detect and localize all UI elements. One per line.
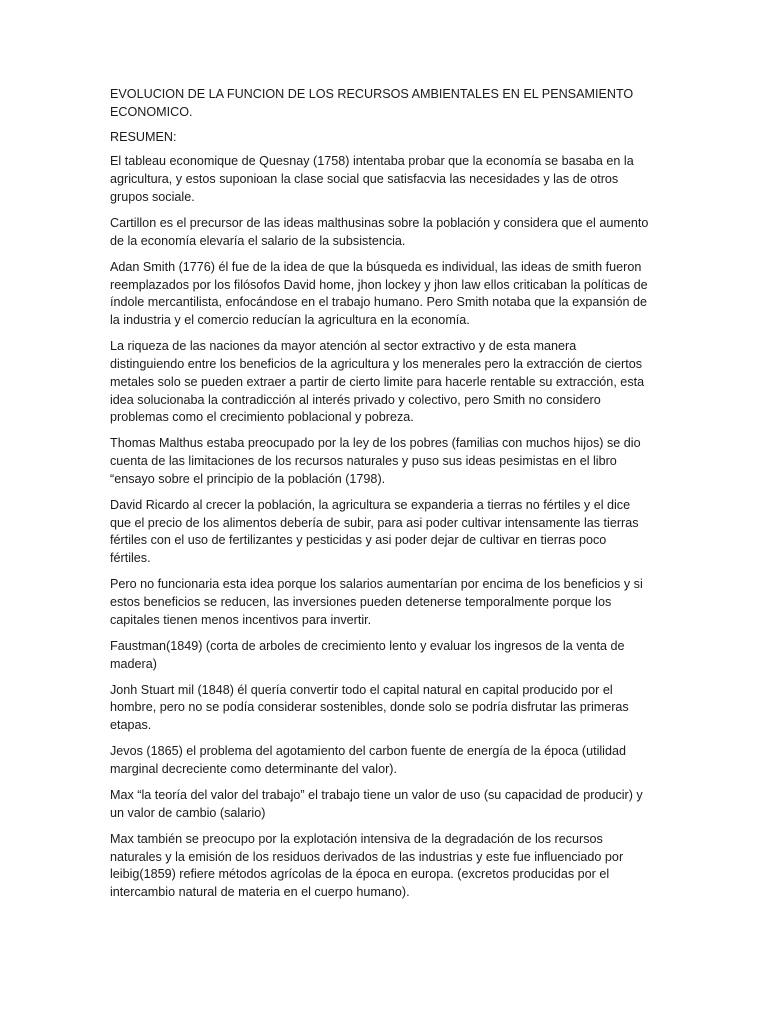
- paragraph-malthus: Thomas Malthus estaba preocupado por la ley de los pobres (familias con muchos hijos) se dio cuenta de las limitaciones de los recursos naturales y puso sus ideas pesimistas en el libro “ensayo sobre el principio de la población (1798).: [110, 436, 641, 486]
- paragraph-adam-smith: Adan Smith (1776) él fue de la idea de que la búsqueda es individual, las ideas de smith fueron reemplazados por los filósofos David home, jhon lockey y jhon law ellos criticaban la políticas de índole mercantilista, enfocándose en el trabajo humano. Pero Smith notaba que la expansión de la industria y el comercio reducían la agricultura en la economía.: [110, 259, 648, 328]
- paragraph-riqueza-naciones: La riqueza de las naciones da mayor atención al sector extractivo y de esta manera distinguiendo entre los beneficios de la agricultura y los menerales pero la extracción de ciertos metales solo se pueden extraer a partir de cierto limite para hacerle rentable su extracción, esta idea solucionaba la contradicción al interés privado y colectivo, pero Smith no considero problemas como el crecimiento poblacional y pobreza.: [110, 339, 645, 425]
- paragraph-cartillon: Cartillon es el precursor de las ideas malthusinas sobre la población y considera que el aumento de la economía elevaría el salario de la subsistencia.: [110, 215, 649, 248]
- paragraph-quesnay: El tableau economique de Quesnay (1758) intentaba probar que la economía se basaba en la agricultura, y estos suponioan la clase social que satisfacvia las necesidades y las de otros grupos sociale.: [110, 154, 634, 204]
- paragraph-marx-valor: Max “la teoría del valor del trabajo” el trabajo tiene un valor de uso (su capacidad de producir) y un valor de cambio (salario): [110, 787, 643, 820]
- paragraph-ricardo: David Ricardo al crecer la población, la agricultura se expanderia a tierras no fértiles y el dice que el precio de los alimentos debería de subir, para asi poder cultivar intensamente las tierras fértiles con el uso de fertilizantes y pesticidas y asi poder dejar de cultivar en tierras poco fértiles.: [110, 497, 639, 566]
- document-body: [110, 86, 650, 910]
- paragraph-jevons: Jevos (1865) el problema del agotamiento del carbon fuente de energía de la época (utilidad marginal decreciente como determinante del valor).: [110, 744, 626, 776]
- paragraph-stuart-mill: Jonh Stuart mil (1848) él quería convertir todo el capital natural en capital producido por el hombre, pero no se podía considerar sostenibles, donde solo se podría disfrutar las primeras etapas.: [110, 682, 629, 733]
- section-heading: RESUMEN:: [110, 129, 177, 144]
- paragraph-marx-degradacion: Max también se preocupo por la explotación intensiva de la degradación de los recursos naturales y la emisión de los residuos derivados de las industrias y este fue influenciado por leibig(1859) refiere métodos agrícolas de la época en europa. (excretos producidas por el intercambio natural de materia en el cuerpo humano).: [110, 831, 624, 900]
- paragraph-salarios: Pero no funcionaria esta idea porque los salarios aumentarían por encima de los beneficios y si estos beneficios se reducen, las inversiones pueden detenerse temporalmente porque los capitales tienen menos incentivos para invertir.: [110, 577, 643, 627]
- document-title: EVOLUCION DE LA FUNCION DE LOS RECURSOS AMBIENTALES EN EL PENSAMIENTO ECONOMICO.: [110, 87, 634, 119]
- paragraph-faustman: Faustman(1849) (corta de arboles de crecimiento lento y evaluar los ingresos de la venta de madera): [110, 638, 625, 671]
